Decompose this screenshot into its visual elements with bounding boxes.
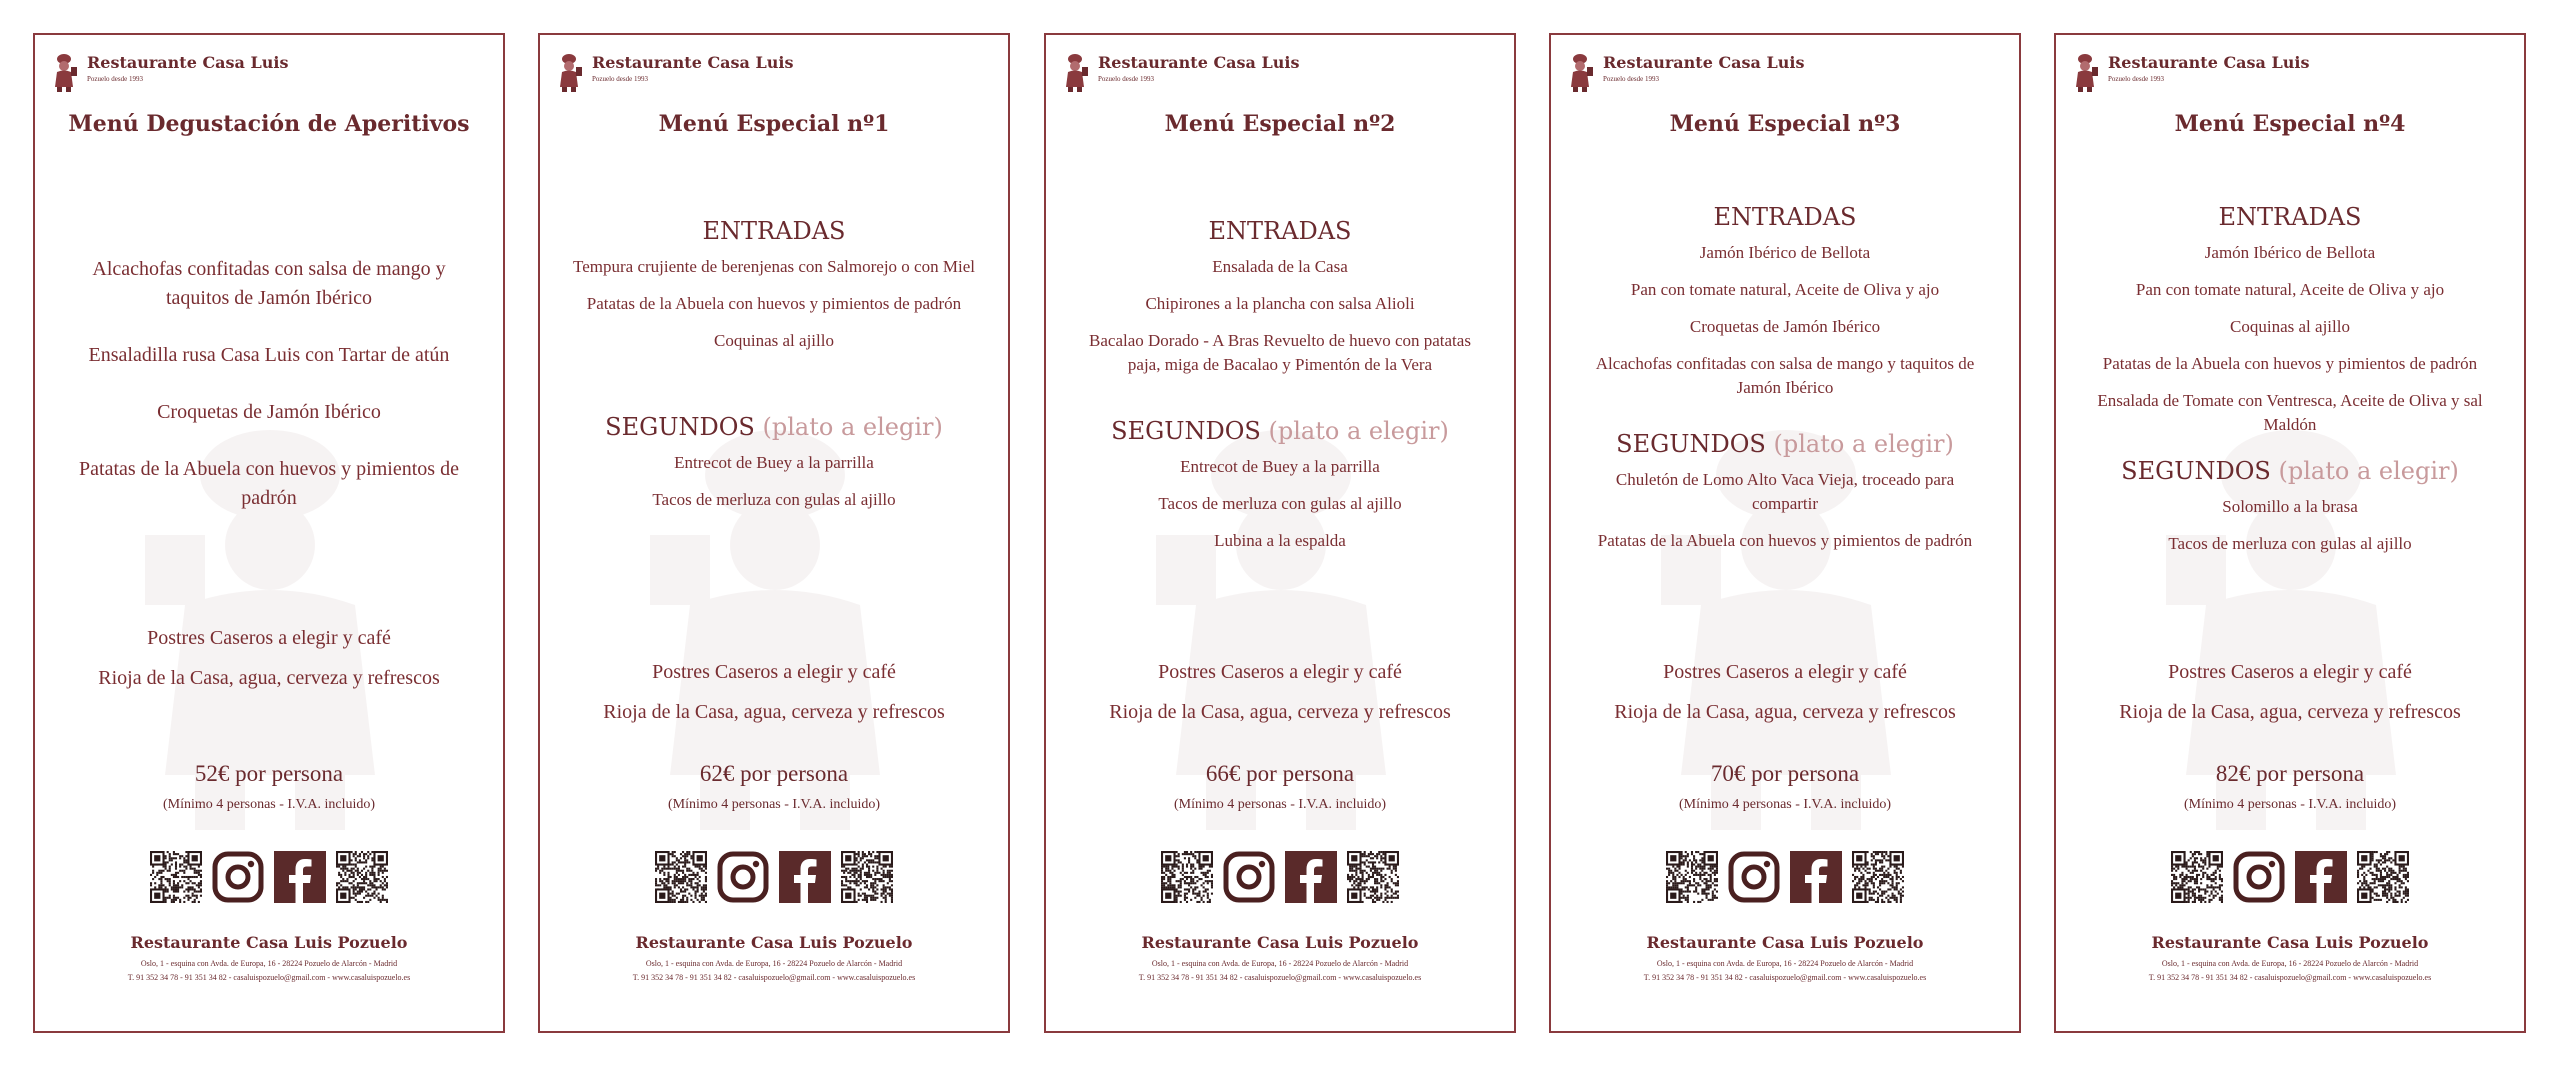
footer-contact: T. 91 352 34 78 - 91 351 34 82 - casaluispozuelo@gmail.com - www.casaluispozuelo.es	[2148, 973, 2432, 982]
segundo-item: Entrecot de Buey a la parrilla	[674, 453, 874, 472]
entrada-item: Jamón Ibérico de Bellota	[2204, 243, 2376, 262]
footer-address: Oslo, 1 - esquina con Avda. de Europa, 16 - 28224 Pozuelo de Alarcón - Madrid	[140, 959, 398, 968]
entrada-item: Ensalada de la Casa	[1212, 257, 1348, 276]
chef-logo-icon	[1062, 53, 1090, 93]
facebook-icon	[274, 851, 326, 903]
footer-address: Oslo, 1 - esquina con Avda. de Europa, 16 - 28224 Pozuelo de Alarcón - Madrid	[1151, 959, 1409, 968]
footer-name: Restaurante Casa Luis Pozuelo	[1646, 933, 1924, 952]
segundos-label: SEGUNDOS	[605, 413, 755, 441]
facebook-icon	[779, 851, 831, 903]
entrada-item: Alcachofas confitadas con salsa de mango y taquitos de Jamón Ibérico	[92, 258, 446, 309]
facebook-icon	[2295, 851, 2347, 903]
entradas-heading: ENTRADAS	[702, 217, 846, 245]
menu-extras	[65, 623, 473, 703]
menu-price: 66€ por persona	[1205, 761, 1355, 786]
segundo-item: Solomillo a la brasa	[2222, 497, 2358, 516]
social-icons	[35, 851, 503, 903]
chef-logo-icon	[51, 53, 79, 93]
entrada-item: Coquinas al ajillo	[714, 331, 834, 350]
menu-sheet	[1044, 33, 1516, 1033]
menu-content	[2086, 203, 2494, 569]
qr-code-icon	[1347, 851, 1399, 903]
brand-name: Restaurante Casa Luis	[87, 53, 289, 72]
footer-contact: T. 91 352 34 78 - 91 351 34 82 - casaluispozuelo@gmail.com - www.casaluispozuelo.es	[1643, 973, 1927, 982]
chef-logo-icon	[2072, 53, 2100, 93]
qr-code-icon	[1666, 851, 1718, 903]
segundos-label: SEGUNDOS	[1616, 430, 1766, 458]
entrada-item: Patatas de la Abuela con huevos y pimientos de padrón	[2102, 354, 2478, 373]
segundos-subtitle: (plato a elegir)	[1268, 417, 1449, 445]
qr-code-icon	[1161, 851, 1213, 903]
instagram-icon	[212, 851, 264, 903]
menu-price: 82€ por persona	[2215, 761, 2365, 786]
footer-address: Oslo, 1 - esquina con Avda. de Europa, 16 - 28224 Pozuelo de Alarcón - Madrid	[645, 959, 903, 968]
qr-code-icon	[150, 851, 202, 903]
entradas-heading: ENTRADAS	[1713, 203, 1857, 231]
qr-code-icon	[1852, 851, 1904, 903]
postres-text: Postres Caseros a elegir y café	[1158, 661, 1402, 683]
bebidas-text: Rioja de la Casa, agua, cerveza y refrescos	[1109, 701, 1451, 723]
entrada-item: Tempura crujiente de berenjenas con Salmorejo o con Miel	[573, 257, 975, 276]
menu-price: 70€ por persona	[1710, 761, 1860, 786]
segundo-item: Chuletón de Lomo Alto Vaca Vieja, troceado para compartir	[1615, 470, 1955, 513]
footer-address: Oslo, 1 - esquina con Avda. de Europa, 16 - 28224 Pozuelo de Alarcón - Madrid	[1656, 959, 1914, 968]
facebook-icon	[1285, 851, 1337, 903]
brand-name: Restaurante Casa Luis	[1603, 53, 1805, 72]
segundo-item: Entrecot de Buey a la parrilla	[1180, 457, 1380, 476]
entradas-heading: ENTRADAS	[2218, 203, 2362, 231]
footer-name: Restaurante Casa Luis Pozuelo	[1141, 933, 1419, 952]
menu-content	[1076, 217, 1484, 566]
entrada-item: Chipirones a la plancha con salsa Alioli	[1145, 294, 1415, 313]
entrada-item: Ensalada de Tomate con Ventresca, Aceite de Oliva y sal Maldón	[2097, 391, 2483, 434]
segundo-item: Tacos de merluza con gulas al ajillo	[2168, 534, 2412, 553]
postres-text: Postres Caseros a elegir y café	[1663, 661, 1907, 683]
segundos-label: SEGUNDOS	[2121, 457, 2271, 485]
entrada-item: Jamón Ibérico de Bellota	[1699, 243, 1871, 262]
qr-code-icon	[841, 851, 893, 903]
price-note: (Mínimo 4 personas - I.V.A. incluido)	[162, 797, 376, 812]
social-icons	[2056, 851, 2524, 903]
menu-price: 52€ por persona	[194, 761, 344, 786]
bebidas-text: Rioja de la Casa, agua, cerveza y refrescos	[1614, 701, 1956, 723]
entradas-heading: ENTRADAS	[1208, 217, 1352, 245]
segundos-subtitle: (plato a elegir)	[1773, 430, 1954, 458]
footer-address: Oslo, 1 - esquina con Avda. de Europa, 16 - 28224 Pozuelo de Alarcón - Madrid	[2161, 959, 2419, 968]
segundos-heading	[2086, 457, 2494, 485]
menu-price: 62€ por persona	[699, 761, 849, 786]
menu-sheet	[2054, 33, 2526, 1033]
menu-extras	[1581, 657, 1989, 737]
social-icons	[1551, 851, 2019, 903]
entrada-item: Croquetas de Jamón Ibérico	[157, 401, 381, 423]
brand-header	[51, 53, 288, 93]
chef-logo-icon	[556, 53, 584, 93]
facebook-icon	[1790, 851, 1842, 903]
entrada-item: Bacalao Dorado - A Bras Revuelto de huevo con patatas paja, miga de Bacalao y Pimentón de la Vera	[1089, 331, 1471, 374]
brand-since: Pozuelo desde 1993	[1603, 75, 1659, 83]
price-note: (Mínimo 4 personas - I.V.A. incluido)	[1678, 797, 1892, 812]
menu-content	[1581, 203, 1989, 566]
brand-since: Pozuelo desde 1993	[2108, 75, 2164, 83]
social-icons	[1046, 851, 1514, 903]
postres-text: Postres Caseros a elegir y café	[147, 627, 391, 649]
segundos-subtitle: (plato a elegir)	[762, 413, 943, 441]
brand-since: Pozuelo desde 1993	[592, 75, 648, 83]
instagram-icon	[717, 851, 769, 903]
segundo-item: Tacos de merluza con gulas al ajillo	[1158, 494, 1402, 513]
menu-extras	[1076, 657, 1484, 737]
qr-code-icon	[2171, 851, 2223, 903]
brand-header	[1567, 53, 1804, 93]
entrada-item: Pan con tomate natural, Aceite de Oliva y ajo	[2135, 280, 2445, 299]
qr-code-icon	[2357, 851, 2409, 903]
brand-name: Restaurante Casa Luis	[1098, 53, 1300, 72]
qr-code-icon	[655, 851, 707, 903]
instagram-icon	[1728, 851, 1780, 903]
menu-sheet	[538, 33, 1010, 1033]
menu-extras	[570, 657, 978, 737]
menu-content	[65, 255, 473, 541]
bebidas-text: Rioja de la Casa, agua, cerveza y refrescos	[2119, 701, 2461, 723]
brand-since: Pozuelo desde 1993	[87, 75, 143, 83]
entrada-item: Coquinas al ajillo	[2230, 317, 2350, 336]
brand-since: Pozuelo desde 1993	[1098, 75, 1154, 83]
menu-title: Menú Especial nº1	[658, 111, 890, 137]
chef-logo-icon	[1567, 53, 1595, 93]
brand-name: Restaurante Casa Luis	[2108, 53, 2310, 72]
price-note: (Mínimo 4 personas - I.V.A. incluido)	[1173, 797, 1387, 812]
entrada-item: Ensaladilla rusa Casa Luis con Tartar de atún	[88, 344, 450, 366]
segundos-heading	[570, 413, 978, 441]
segundo-item: Patatas de la Abuela con huevos y pimientos de padrón	[1597, 531, 1973, 550]
footer-contact: T. 91 352 34 78 - 91 351 34 82 - casaluispozuelo@gmail.com - www.casaluispozuelo.es	[632, 973, 916, 982]
menu-sheet	[1549, 33, 2021, 1033]
qr-code-icon	[336, 851, 388, 903]
entrada-item: Alcachofas confitadas con salsa de mango y taquitos de Jamón Ibérico	[1595, 354, 1975, 397]
price-note: (Mínimo 4 personas - I.V.A. incluido)	[2183, 797, 2397, 812]
menu-extras	[2086, 657, 2494, 737]
segundo-item: Tacos de merluza con gulas al ajillo	[652, 490, 896, 509]
brand-name: Restaurante Casa Luis	[592, 53, 794, 72]
brand-header	[2072, 53, 2309, 93]
segundos-heading	[1076, 417, 1484, 445]
segundos-heading	[1581, 430, 1989, 458]
entrada-item: Croquetas de Jamón Ibérico	[1689, 317, 1881, 336]
menu-content	[570, 217, 978, 525]
postres-text: Postres Caseros a elegir y café	[2168, 661, 2412, 683]
menu-title: Menú Especial nº4	[2174, 111, 2406, 137]
bebidas-text: Rioja de la Casa, agua, cerveza y refrescos	[603, 701, 945, 723]
instagram-icon	[2233, 851, 2285, 903]
brand-header	[1062, 53, 1299, 93]
footer-contact: T. 91 352 34 78 - 91 351 34 82 - casaluispozuelo@gmail.com - www.casaluispozuelo.es	[1138, 973, 1422, 982]
footer-name: Restaurante Casa Luis Pozuelo	[635, 933, 913, 952]
entrada-item: Pan con tomate natural, Aceite de Oliva y ajo	[1630, 280, 1940, 299]
social-icons	[540, 851, 1008, 903]
entrada-item: Patatas de la Abuela con huevos y pimientos de padrón	[586, 294, 962, 313]
menu-title: Menú Degustación de Aperitivos	[68, 111, 470, 137]
segundo-item: Lubina a la espalda	[1214, 531, 1346, 550]
segundos-label: SEGUNDOS	[1111, 417, 1261, 445]
instagram-icon	[1223, 851, 1275, 903]
entrada-item: Patatas de la Abuela con huevos y pimientos de padrón	[79, 458, 459, 509]
brand-header	[556, 53, 793, 93]
price-note: (Mínimo 4 personas - I.V.A. incluido)	[667, 797, 881, 812]
menu-title: Menú Especial nº3	[1669, 111, 1901, 137]
segundos-subtitle: (plato a elegir)	[2278, 457, 2459, 485]
menu-sheet	[33, 33, 505, 1033]
menu-title: Menú Especial nº2	[1164, 111, 1396, 137]
footer-name: Restaurante Casa Luis Pozuelo	[130, 933, 408, 952]
postres-text: Postres Caseros a elegir y café	[652, 661, 896, 683]
bebidas-text: Rioja de la Casa, agua, cerveza y refrescos	[98, 667, 440, 689]
footer-name: Restaurante Casa Luis Pozuelo	[2151, 933, 2429, 952]
footer-contact: T. 91 352 34 78 - 91 351 34 82 - casaluispozuelo@gmail.com - www.casaluispozuelo.es	[127, 973, 411, 982]
